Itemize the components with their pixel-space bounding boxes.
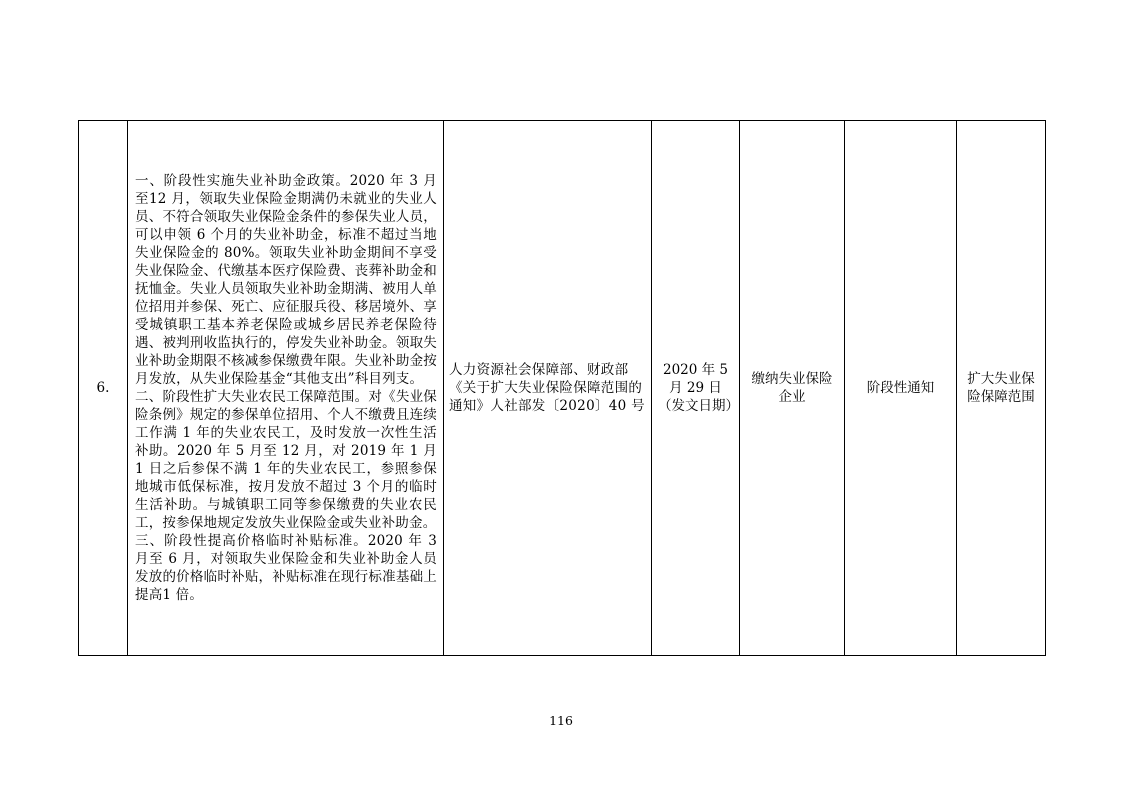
policy-content-cell xyxy=(128,121,444,656)
policy-source-cell xyxy=(444,121,652,656)
category-cell xyxy=(957,121,1046,656)
policy-type-cell xyxy=(845,121,957,656)
issue-date: 2020 年 5 月 29 日（发文日期） xyxy=(658,362,739,414)
table-row xyxy=(79,121,1046,656)
target-cell xyxy=(740,121,845,656)
row-number-cell xyxy=(79,121,128,656)
row-number: 6. xyxy=(96,380,110,396)
policy-type: 阶段性通知 xyxy=(866,380,935,396)
policy-content-paragraph-3: 三、阶段性提高价格临时补贴标准。2020 年 3 月至 6 月，对领取失业保险金和失业补助金人员发放的价格临时补贴，补贴标准在现行标准基础上提高1 倍。 xyxy=(135,533,437,603)
page-number: 116 xyxy=(549,713,573,728)
issue-date-cell xyxy=(652,121,740,656)
policy-content-paragraph-1: 一、阶段性实施失业补助金政策。2020 年 3 月至12 月，领取失业保险金期满仍未就业的失业人员、不符合领取失业保险金条件的参保失业人员，可以申领 6 个月的失业补助金，标准不超过当地失业保险金的 80%。领取失业补助金期间不享受失业保险金、代缴基本医疗保险费、丧葬补助金和抚恤金。失业人员领取失业补助金期满、被用人单位招用并参保、死亡、应征服兵役、移居境外、享受城镇职工基本养老保险或城乡居民养老保险待遇、被判刑收监执行的，停发失业补助金。领取失业补助金期限不核减参保缴费年限。失业补助金按月发放，从失业保险基金“其他支出”科目列支。 xyxy=(135,173,437,387)
policy-source: 人力资源社会保障部、财政部《关于扩大失业保险保障范围的通知》人社部发〔2020〕40 号 xyxy=(449,362,645,414)
policy-table xyxy=(78,120,1046,656)
policy-category: 扩大失业保险保障范围 xyxy=(967,371,1035,405)
policy-content-paragraph-2: 二、阶段性扩大失业农民工保障范围。对《失业保险条例》规定的参保单位招用、个人不缴费且连续工作满 1 年的失业农民工，及时发放一次性生活补助。2020 年 5 月至 12 月，对 2019 年 1 月 1 日之后参保不满 1 年的失业农民工，参照参保地城市低保标准，按月发放不超过 3 个月的临时生活补助。与城镇职工同等参保缴费的失业农民工，按参保地规定发放失业保险金或失业补助金。 xyxy=(135,389,437,531)
target-entity: 缴纳失业保险企业 xyxy=(751,371,833,405)
